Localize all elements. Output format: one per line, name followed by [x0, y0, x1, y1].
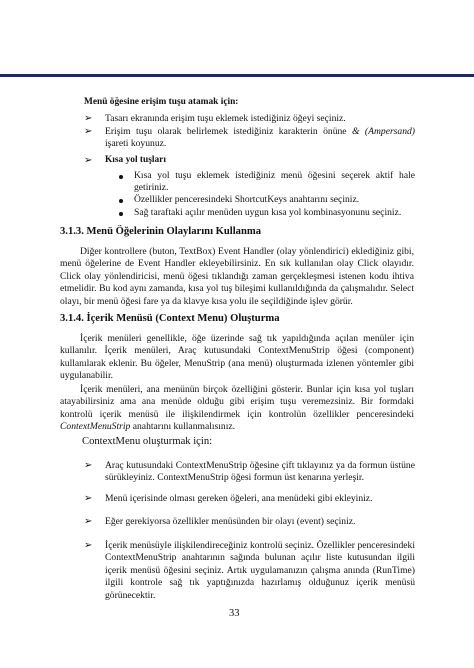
- list-item: Erişim tuşu olarak belirlemek istediğiniz karakterin önüne & (Ampersand) işareti koyunuz.: [105, 126, 416, 150]
- list-item: Tasarı ekranında erişim tuşu eklemek istediğiniz öğeyi seçiniz.: [105, 113, 346, 124]
- bullet-icon: [119, 175, 123, 179]
- paragraph: Diğer kontrollere (buton, TextBox) Event Handler (olay yönlendirici) eklediğiniz gibi, menü öğelerine de Event Handler ekleyebilirsiniz. En sık kullanılan olay Click olayıdır. Click olay yönlendiricisi, menü öğesi tıklandığı zaman gerçekleşmesi istenen kodu ihtiva etmelidir. Bu kod aynı zamanda, kısa yol tuş bileşimi kullanıldığında da çalışmalıdır. Select olayı, bir menü öğesi fare ya da klavye kısa yolu ile seçildiğinde işlev görür.: [60, 246, 414, 307]
- list-item: Kısa yol tuşu eklemek istediğiniz menü öğesini seçerek aktif hale getiriniz.: [134, 170, 415, 194]
- step-item: İçerik menüsüyle ilişkilendireceğiniz kontrolü seçiniz. Özellikler penceresindeki ContextMenuStrip anahtarının sağında bulunan açılır liste kutusundan ilgili içerik menüsü öğesini seçiniz. Artık uygulamanızın çalışma anında (RunTime) ilgili kontrole sağ tık yaptığınızda hazırlamış olduğunuz içerik menüsü görünecektir.: [105, 540, 415, 601]
- access-key-title: Menü öğesine erişim tuşu atamak için:: [84, 97, 239, 107]
- section-heading: 3.1.4. İçerik Menüsü (Context Menu) Oluşturma: [60, 313, 280, 324]
- page-number: 33: [229, 608, 240, 619]
- arrow-bullet-icon: ➢: [84, 460, 93, 471]
- arrow-bullet-icon: ➢: [84, 540, 93, 551]
- shortcut-title: Kısa yol tuşları: [105, 155, 166, 165]
- arrow-bullet-icon: ➢: [84, 493, 93, 504]
- step-item: Araç kutusundaki ContextMenuStrip öğesine çift tıklayınız ya da formun üstüne sürükleyiniz. ContextMenuStrip öğesi formun üst kenarına yerleşir.: [105, 460, 415, 484]
- paragraph: İçerik menüleri, ana menünün birçok özelliğini gösterir. Bunlar için kısa yol tuşları atayabilirsiniz ama ana menüde olduğu gibi erişim tuşu veremezsiniz. Bir formdaki kontrolü içerik menüsü ile ilişkilendirmek için kontrolün özellikler penceresindeki ContextMenuStrip anahtarını kullanmalısınız.: [60, 384, 414, 433]
- header-rule: [0, 74, 474, 77]
- arrow-bullet-icon: ➢: [84, 155, 93, 166]
- arrow-bullet-icon: ➢: [84, 516, 93, 527]
- step-item: Eğer gerekiyorsa özellikler menüsünden bir olayı (event) seçiniz.: [105, 516, 356, 527]
- list-item: Sağ taraftaki açılır menüden uygun kısa yol kombinasyonunu seçiniz.: [134, 207, 402, 218]
- list-item: Özellikler penceresindeki ShortcutKeys anahtarını seçiniz.: [134, 194, 360, 205]
- arrow-bullet-icon: ➢: [84, 113, 93, 124]
- paragraph: İçerik menüleri genellikle, öğe üzerinde sağ tık yapıldığında açılan menüler için kullanılır. İçerik menüleri, Araç kutusundaki ContextMenuStrip öğesi (component) kullanılarak eklenir. Bu öğeler, MenuStrip (ana menü) oluşturmada izlenen yöntemler gibi uygulanabilir.: [60, 333, 414, 382]
- arrow-bullet-icon: ➢: [84, 126, 93, 137]
- bullet-icon: [119, 212, 123, 216]
- step-item: Menü içerisinde olması gereken öğeleri, ana menüdeki gibi ekleyiniz.: [105, 493, 373, 504]
- create-title: ContextMenu oluşturmak için:: [82, 436, 213, 447]
- section-heading: 3.1.3. Menü Öğelerinin Olaylarını Kullanma: [60, 226, 261, 237]
- bullet-icon: [119, 199, 123, 203]
